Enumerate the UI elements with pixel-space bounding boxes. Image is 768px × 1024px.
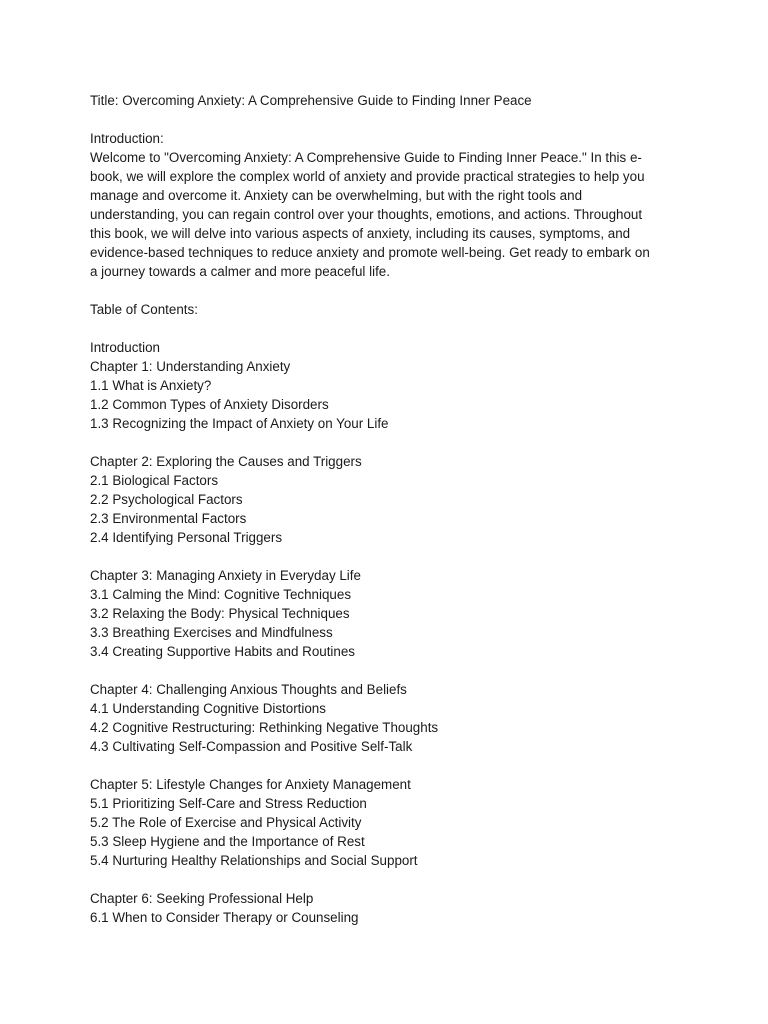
section-item: 6.1 When to Consider Therapy or Counseling <box>90 910 359 925</box>
section-item: 5.1 Prioritizing Self-Care and Stress Reduction <box>90 796 367 811</box>
section-item: 3.1 Calming the Mind: Cognitive Techniques <box>90 587 352 602</box>
intro-heading: Introduction: <box>90 131 164 146</box>
spacer <box>90 281 700 300</box>
spacer <box>90 319 700 338</box>
toc-chapter-1 <box>90 357 700 433</box>
toc-heading: Table of Contents: <box>90 302 198 317</box>
intro-line: a journey towards a calmer and more peaceful life. <box>90 264 390 279</box>
spacer <box>90 547 700 566</box>
spacer <box>90 433 700 452</box>
section-item: 5.2 The Role of Exercise and Physical Activity <box>90 815 362 830</box>
toc-chapter-6 <box>90 889 700 927</box>
toc-chapter-4 <box>90 680 700 756</box>
section-item: 2.2 Psychological Factors <box>90 492 243 507</box>
toc-introduction: Introduction <box>90 340 160 355</box>
section-item: 3.4 Creating Supportive Habits and Routines <box>90 644 355 659</box>
intro-line: Welcome to "Overcoming Anxiety: A Comprehensive Guide to Finding Inner Peace." In this e- <box>90 150 642 165</box>
document-page <box>90 91 700 927</box>
section-item: 1.2 Common Types of Anxiety Disorders <box>90 397 329 412</box>
section-item: 3.3 Breathing Exercises and Mindfulness <box>90 625 333 640</box>
intro-paragraph <box>90 148 700 281</box>
document-title: Title: Overcoming Anxiety: A Comprehensive Guide to Finding Inner Peace <box>90 93 532 108</box>
chapter-title: Chapter 5: Lifestyle Changes for Anxiety Management <box>90 777 411 792</box>
toc-chapter-3 <box>90 566 700 661</box>
intro-line: this book, we will delve into various aspects of anxiety, including its causes, symptoms, and <box>90 226 631 241</box>
chapter-title: Chapter 6: Seeking Professional Help <box>90 891 314 906</box>
section-item: 5.4 Nurturing Healthy Relationships and Social Support <box>90 853 418 868</box>
section-item: 2.4 Identifying Personal Triggers <box>90 530 283 545</box>
chapter-title: Chapter 4: Challenging Anxious Thoughts and Beliefs <box>90 682 407 697</box>
intro-line: manage and overcome it. Anxiety can be overwhelming, but with the right tools and <box>90 188 583 203</box>
toc-chapter-2 <box>90 452 700 547</box>
chapter-title: Chapter 2: Exploring the Causes and Triggers <box>90 454 362 469</box>
section-item: 4.3 Cultivating Self-Compassion and Positive Self-Talk <box>90 739 413 754</box>
section-item: 1.3 Recognizing the Impact of Anxiety on Your Life <box>90 416 389 431</box>
spacer <box>90 756 700 775</box>
spacer <box>90 661 700 680</box>
spacer <box>90 870 700 889</box>
spacer <box>90 110 700 129</box>
section-item: 2.3 Environmental Factors <box>90 511 247 526</box>
section-item: 4.1 Understanding Cognitive Distortions <box>90 701 326 716</box>
section-item: 3.2 Relaxing the Body: Physical Techniques <box>90 606 350 621</box>
chapter-title: Chapter 3: Managing Anxiety in Everyday Life <box>90 568 361 583</box>
chapter-title: Chapter 1: Understanding Anxiety <box>90 359 291 374</box>
intro-line: understanding, you can regain control over your thoughts, emotions, and actions. Throughout <box>90 207 643 222</box>
toc-chapter-5 <box>90 775 700 870</box>
section-item: 5.3 Sleep Hygiene and the Importance of Rest <box>90 834 365 849</box>
intro-line: evidence-based techniques to reduce anxiety and promote well-being. Get ready to embark on <box>90 245 650 260</box>
intro-line: book, we will explore the complex world of anxiety and provide practical strategies to help you <box>90 169 645 184</box>
section-item: 2.1 Biological Factors <box>90 473 219 488</box>
section-item: 4.2 Cognitive Restructuring: Rethinking Negative Thoughts <box>90 720 439 735</box>
section-item: 1.1 What is Anxiety? <box>90 378 212 393</box>
